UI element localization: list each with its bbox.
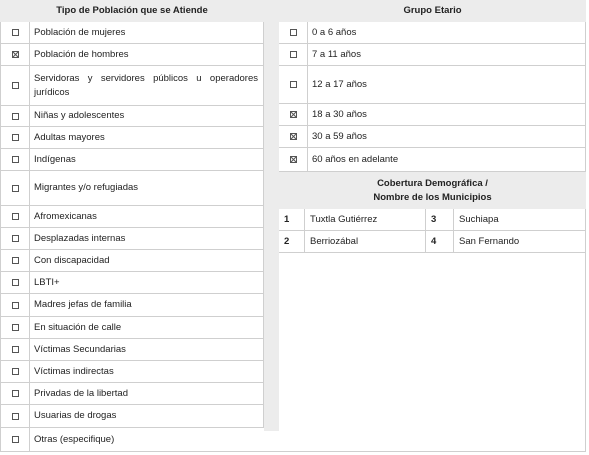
population-type-row (0, 66, 264, 106)
municipality-name: Suchiapa (459, 214, 499, 225)
checkbox-icon[interactable] (12, 413, 19, 420)
checkbox-icon[interactable] (12, 436, 19, 443)
population-type-label (29, 22, 263, 43)
age-group-label-text: 30 a 59 años (312, 130, 367, 142)
municipality-number: 4 (426, 231, 454, 252)
checkbox-icon[interactable] (12, 257, 19, 264)
population-type-label-text: LBTI+ (34, 276, 60, 288)
age-group-header (279, 0, 586, 22)
population-type-row (0, 383, 264, 405)
age-group-row (279, 44, 586, 66)
population-type-label (29, 44, 263, 65)
population-type-label-text: Víctimas indirectas (34, 365, 114, 377)
checkbox-cell (1, 66, 30, 105)
age-group-label (307, 104, 585, 125)
checkbox-cell (1, 250, 30, 271)
checkbox-cell (1, 22, 30, 43)
checkbox-cell (1, 272, 30, 293)
age-group-row (279, 148, 586, 172)
checkbox-icon[interactable] (12, 368, 19, 375)
population-type-row (0, 127, 264, 149)
population-type-label-text: En situación de calle (34, 321, 122, 333)
checkbox-cell (1, 44, 30, 65)
checkbox-icon[interactable] (12, 185, 19, 192)
population-type-header-label: Tipo de Población que se Atiende (56, 5, 208, 16)
population-type-label (29, 149, 263, 170)
population-type-label (29, 171, 263, 205)
checkbox-cell (1, 294, 30, 316)
population-type-label-text: Otras (especifique) (34, 433, 115, 445)
population-type-row (0, 250, 264, 272)
population-type-row (0, 339, 264, 361)
age-group-row (279, 126, 586, 148)
population-type-label (29, 106, 263, 126)
population-type-row (0, 428, 586, 452)
population-type-label-text: Servidoras y servidores públicos u operadores jurídicos (34, 72, 258, 98)
checkbox-icon[interactable] (12, 235, 19, 242)
checkbox-icon[interactable] (12, 82, 19, 89)
checkbox-icon[interactable] (12, 324, 19, 331)
population-type-label-text: Afromexicanas (34, 210, 97, 222)
population-type-row (0, 294, 264, 317)
age-group-row (279, 66, 586, 104)
age-group-label-text: 7 a 11 años (312, 48, 361, 60)
checkbox-cell (279, 148, 308, 171)
municipality-row (279, 209, 586, 231)
population-type-label (29, 361, 263, 382)
population-type-label (29, 66, 263, 105)
population-type-label (29, 250, 263, 271)
population-type-label-text: Migrantes y/o refugiadas (34, 182, 139, 193)
population-type-label (29, 383, 263, 404)
population-type-row (0, 171, 264, 206)
checkbox-cell (1, 317, 30, 338)
municipality-number: 1 (279, 209, 305, 230)
population-type-header (0, 0, 264, 22)
checkbox-checked-icon[interactable] (290, 133, 297, 140)
population-type-label-text: Población de hombres (34, 48, 129, 60)
age-group-label-text: 0 a 6 años (312, 26, 357, 38)
population-type-label-text: Población de mujeres (34, 26, 126, 38)
population-type-row (0, 206, 264, 228)
column-divider (264, 0, 279, 431)
age-group-header-label: Grupo Etario (403, 5, 462, 16)
population-type-row (0, 149, 264, 171)
checkbox-cell (1, 361, 30, 382)
checkbox-icon[interactable] (12, 346, 19, 353)
population-type-label-text: Adultas mayores (34, 131, 105, 143)
checkbox-cell (1, 171, 30, 205)
checkbox-icon[interactable] (290, 51, 297, 58)
population-type-label (29, 206, 263, 227)
checkbox-cell (1, 106, 30, 126)
population-type-row (0, 22, 264, 44)
age-group-row (279, 22, 586, 44)
checkbox-icon[interactable] (12, 29, 19, 36)
checkbox-icon[interactable] (12, 113, 19, 120)
checkbox-icon[interactable] (12, 134, 19, 141)
population-type-label-text: Privadas de la libertad (34, 387, 128, 399)
population-type-label-text: Usuarias de drogas (34, 410, 117, 421)
checkbox-cell (1, 339, 30, 360)
checkbox-icon[interactable] (12, 302, 19, 309)
age-group-label (307, 44, 585, 65)
checkbox-icon[interactable] (290, 29, 297, 36)
checkbox-icon[interactable] (12, 156, 19, 163)
population-type-row (0, 44, 264, 66)
checkbox-cell (1, 228, 30, 249)
municipality-name: San Fernando (459, 236, 520, 247)
population-type-label-text: Niñas y adolescentes (34, 110, 125, 121)
population-type-label (29, 228, 263, 249)
checkbox-cell (279, 104, 308, 125)
age-group-label-text: 60 años en adelante (312, 153, 399, 165)
population-type-label (29, 317, 263, 338)
population-type-label-text: Madres jefas de familia (34, 299, 132, 310)
population-type-label-text: Con discapacidad (34, 254, 110, 266)
checkbox-cell (1, 206, 30, 227)
population-type-row (0, 405, 264, 428)
population-type-label-text: Desplazadas internas (34, 232, 126, 244)
checkbox-checked-icon[interactable] (290, 111, 297, 118)
population-type-row (0, 272, 264, 294)
age-group-label (307, 148, 585, 171)
population-type-label (29, 428, 585, 451)
population-type-label-text: Indígenas (34, 153, 76, 165)
population-type-row (0, 317, 264, 339)
population-type-label (29, 405, 263, 427)
age-group-row (279, 104, 586, 126)
population-type-row (0, 228, 264, 250)
age-group-label-text: 18 a 30 años (312, 108, 367, 120)
checkbox-cell (1, 127, 30, 148)
population-type-label (29, 294, 263, 316)
population-type-label (29, 272, 263, 293)
checkbox-cell (279, 44, 308, 65)
checkbox-icon[interactable] (12, 390, 19, 397)
age-group-label (307, 126, 585, 147)
right-panel-empty-area (279, 253, 586, 430)
checkbox-icon[interactable] (290, 81, 297, 88)
coverage-header (279, 172, 586, 209)
checkbox-cell (1, 383, 30, 404)
checkbox-checked-icon[interactable] (290, 156, 297, 163)
checkbox-icon[interactable] (12, 213, 19, 220)
population-type-label (29, 339, 263, 360)
municipality-name: Berriozábal (305, 231, 426, 252)
age-group-label (307, 22, 585, 43)
checkbox-checked-icon[interactable] (12, 51, 19, 58)
coverage-header-line2: Nombre de los Municipios (373, 191, 492, 203)
municipality-number: 2 (279, 231, 305, 252)
municipality-row (279, 231, 586, 253)
checkbox-cell (1, 149, 30, 170)
checkbox-cell (279, 126, 308, 147)
checkbox-icon[interactable] (12, 279, 19, 286)
population-type-row (0, 361, 264, 383)
coverage-header-line1: Cobertura Demográfica / (377, 177, 488, 189)
municipality-name: Tuxtla Gutiérrez (305, 209, 426, 230)
age-group-label (307, 66, 585, 103)
population-type-row (0, 106, 264, 127)
population-type-label-text: Víctimas Secundarias (34, 343, 126, 355)
checkbox-cell (279, 22, 308, 43)
checkbox-cell (1, 405, 30, 427)
checkbox-cell (1, 428, 30, 451)
age-group-label-text: 12 a 17 años (312, 78, 367, 90)
municipality-number: 3 (426, 209, 454, 230)
checkbox-cell (279, 66, 308, 103)
population-type-label (29, 127, 263, 148)
